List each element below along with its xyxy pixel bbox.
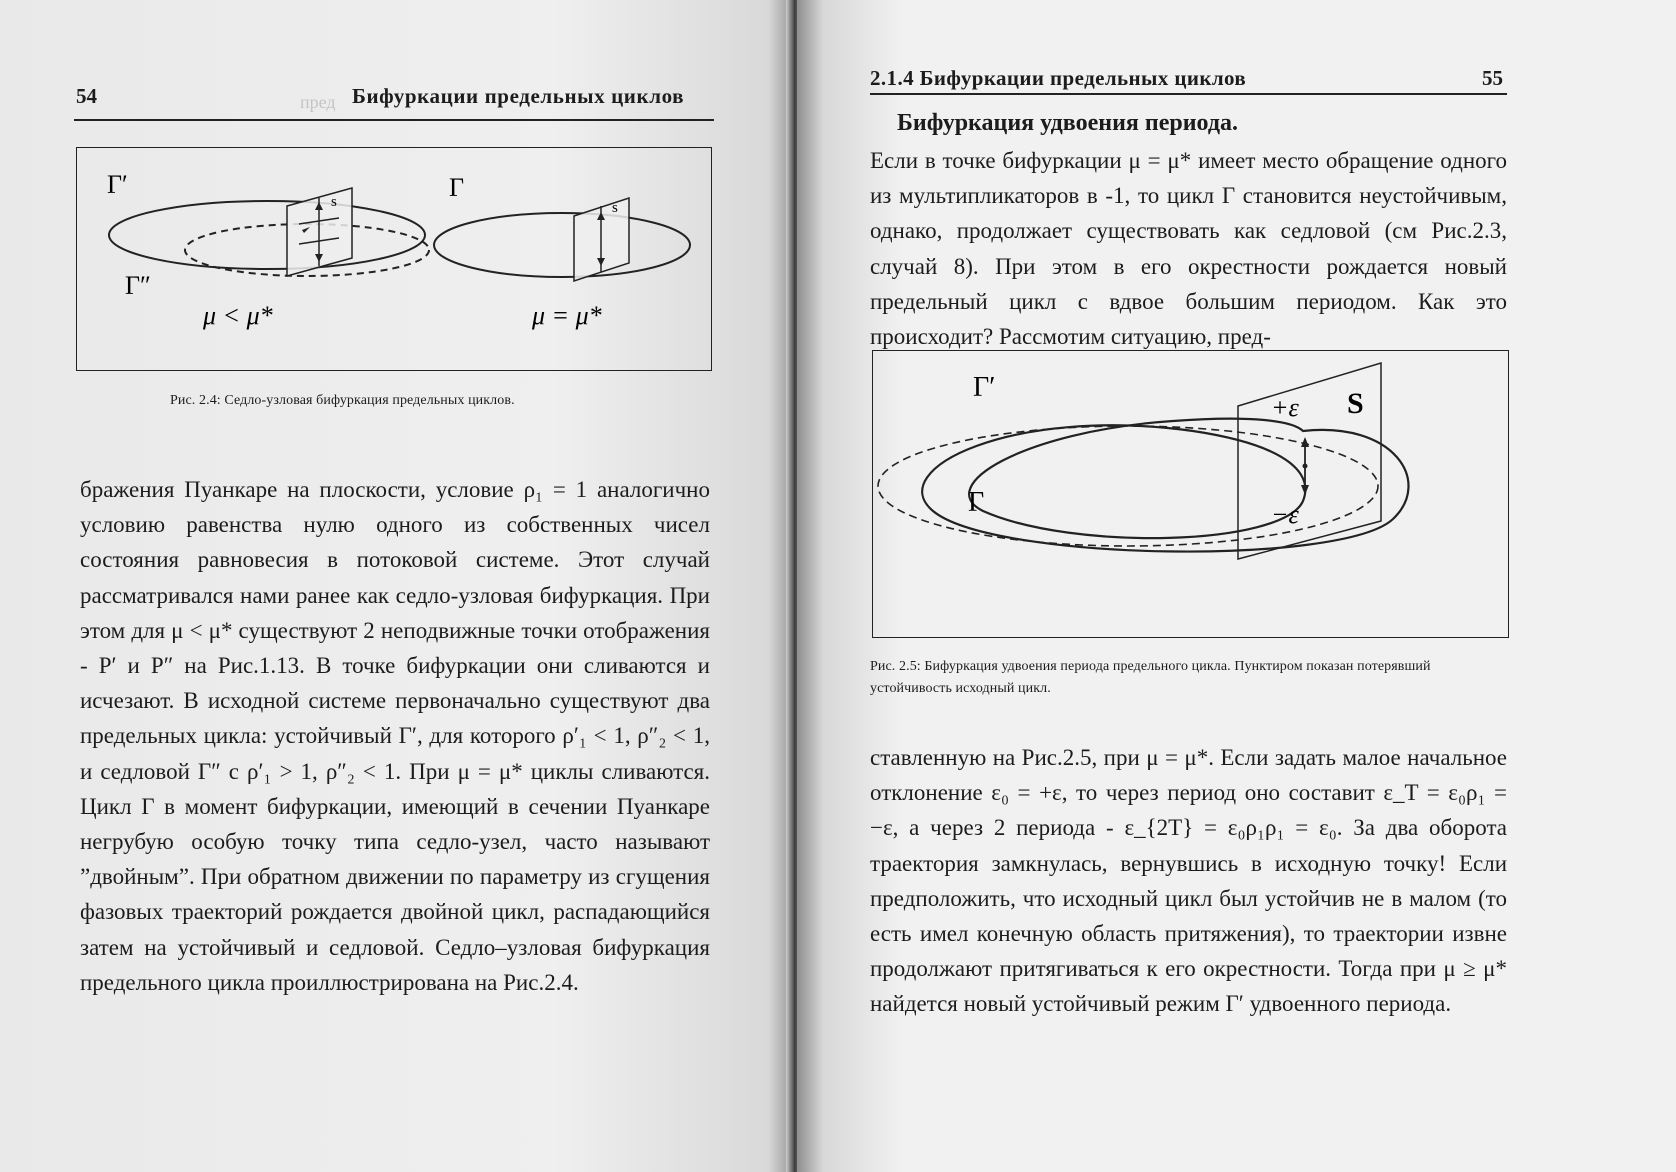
left-paragraph: бражения Пуанкаре на плоскости, условие ρ₁ = 1 аналогично условию равенства нулю одного из собственных чисел состояния равновесия в потоковой системе. Этот случай рассматривался нами ранее как седло-узловая бифуркация. При этом для μ < μ* существуют 2 неподвижные точки отображения - P′ и P″ на Рис.1.13. В точке бифуркации они сливаются и исчезают. В исходной системе первоначально существуют два предельных цикла: устойчивый Γ′, для которого ρ′₁ < 1, ρ″₂ < 1, и седловой Γ″ с ρ′₁ > 1, ρ″₂ < 1. При μ = μ* циклы сливаются. Цикл Γ в момент бифуркации, имеющий в сечении Пуанкаре негрубую особую точку типа седло-узел, часто называют ”двойным”. При обратном движении по параметру из сгущения фазовых траекторий рождается двойной цикл, распадающийся затем на устойчивый и седловой. Седло–узловая бифуркация предельного цикла проиллюстрирована на Рис.2.4. [80, 477, 710, 995]
condition-left: μ < μ* [203, 301, 273, 330]
label-plus-epsilon: +ε [1271, 393, 1299, 422]
right-body-text-top [870, 143, 1507, 354]
right-paragraph-bottom: ставленную на Рис.2.5, при μ = μ*. Если задать малое начальное отклонение ε₀ = +ε, то через период оно составит ε_T = ε₀ρ₁ = −ε, а через 2 периода - ε_{2T} = ε₀ρ₁ρ₁ = ε₀. За два оборота траектория замкнулась, вернувшись в исходную точку! Если предположить, что исходный цикл был устойчив не в малом (то есть имел конечную область притяжения), то траектории извне продолжают притягиваться к его окрестности. Тогда при μ ≥ μ* найдется новый устойчивый режим Γ′ удвоенного периода. [870, 745, 1507, 1017]
right-running-title: 2.1.4 Бифуркации предельных циклов [870, 66, 1247, 90]
right-page [797, 0, 1676, 1172]
label-s-right: s [612, 200, 618, 216]
figure-2-4-caption: Рис. 2.4: Седло-узловая бифуркация предельных циклов. [170, 393, 515, 408]
left-page-number: 54 [76, 84, 97, 108]
left-page [0, 0, 792, 1172]
label-S: S [1347, 387, 1364, 420]
condition-right: μ = μ* [532, 301, 602, 330]
left-running-title: Бифуркации предельных циклов [352, 84, 685, 108]
right-page-number: 55 [1482, 66, 1503, 90]
figure-2-4 [76, 147, 712, 371]
right-paragraph-top: Если в точке бифуркации μ = μ* имеет место обращение одного из мультипликаторов в -1, то цикл Γ становится неустойчивым, однако, продолжает существовать как седловой (см Рис.2.3, случай 8). При этом в его окрестности рождается новый предельный цикл с вдвое большим периодом. Как это происходит? Рассмотим ситуацию, пред- [870, 148, 1507, 350]
label-gamma-right: Γ [449, 173, 465, 202]
figure-2-5-drawing [873, 351, 1508, 637]
label-minus-epsilon: −ε [1271, 500, 1299, 529]
left-body-text [80, 472, 710, 1000]
right-subheading: Бифуркация удвоения периода. [897, 110, 1238, 136]
figure-2-5 [872, 350, 1509, 638]
figure-2-5-caption: Рис. 2.5: Бифуркация удвоения периода предельного цикла. Пунктиром показан потерявший устойчивость исходный цикл. [870, 659, 1431, 696]
label-gamma-double-prime: Γ″ [125, 271, 151, 300]
left-header-rule [74, 119, 714, 121]
label-gamma-prime-left: Γ′ [107, 170, 128, 199]
label-gamma-prime: Γ′ [973, 372, 996, 403]
label-gamma: Γ [968, 487, 985, 518]
label-s-left: s [331, 194, 337, 210]
cycle-gamma-prime [109, 201, 425, 269]
right-body-text-bottom [870, 740, 1507, 1022]
cycle-gamma [434, 213, 690, 277]
figure-2-4-drawing [77, 148, 711, 370]
right-header-rule [870, 93, 1507, 95]
bleed-through-text: пред [300, 92, 336, 112]
